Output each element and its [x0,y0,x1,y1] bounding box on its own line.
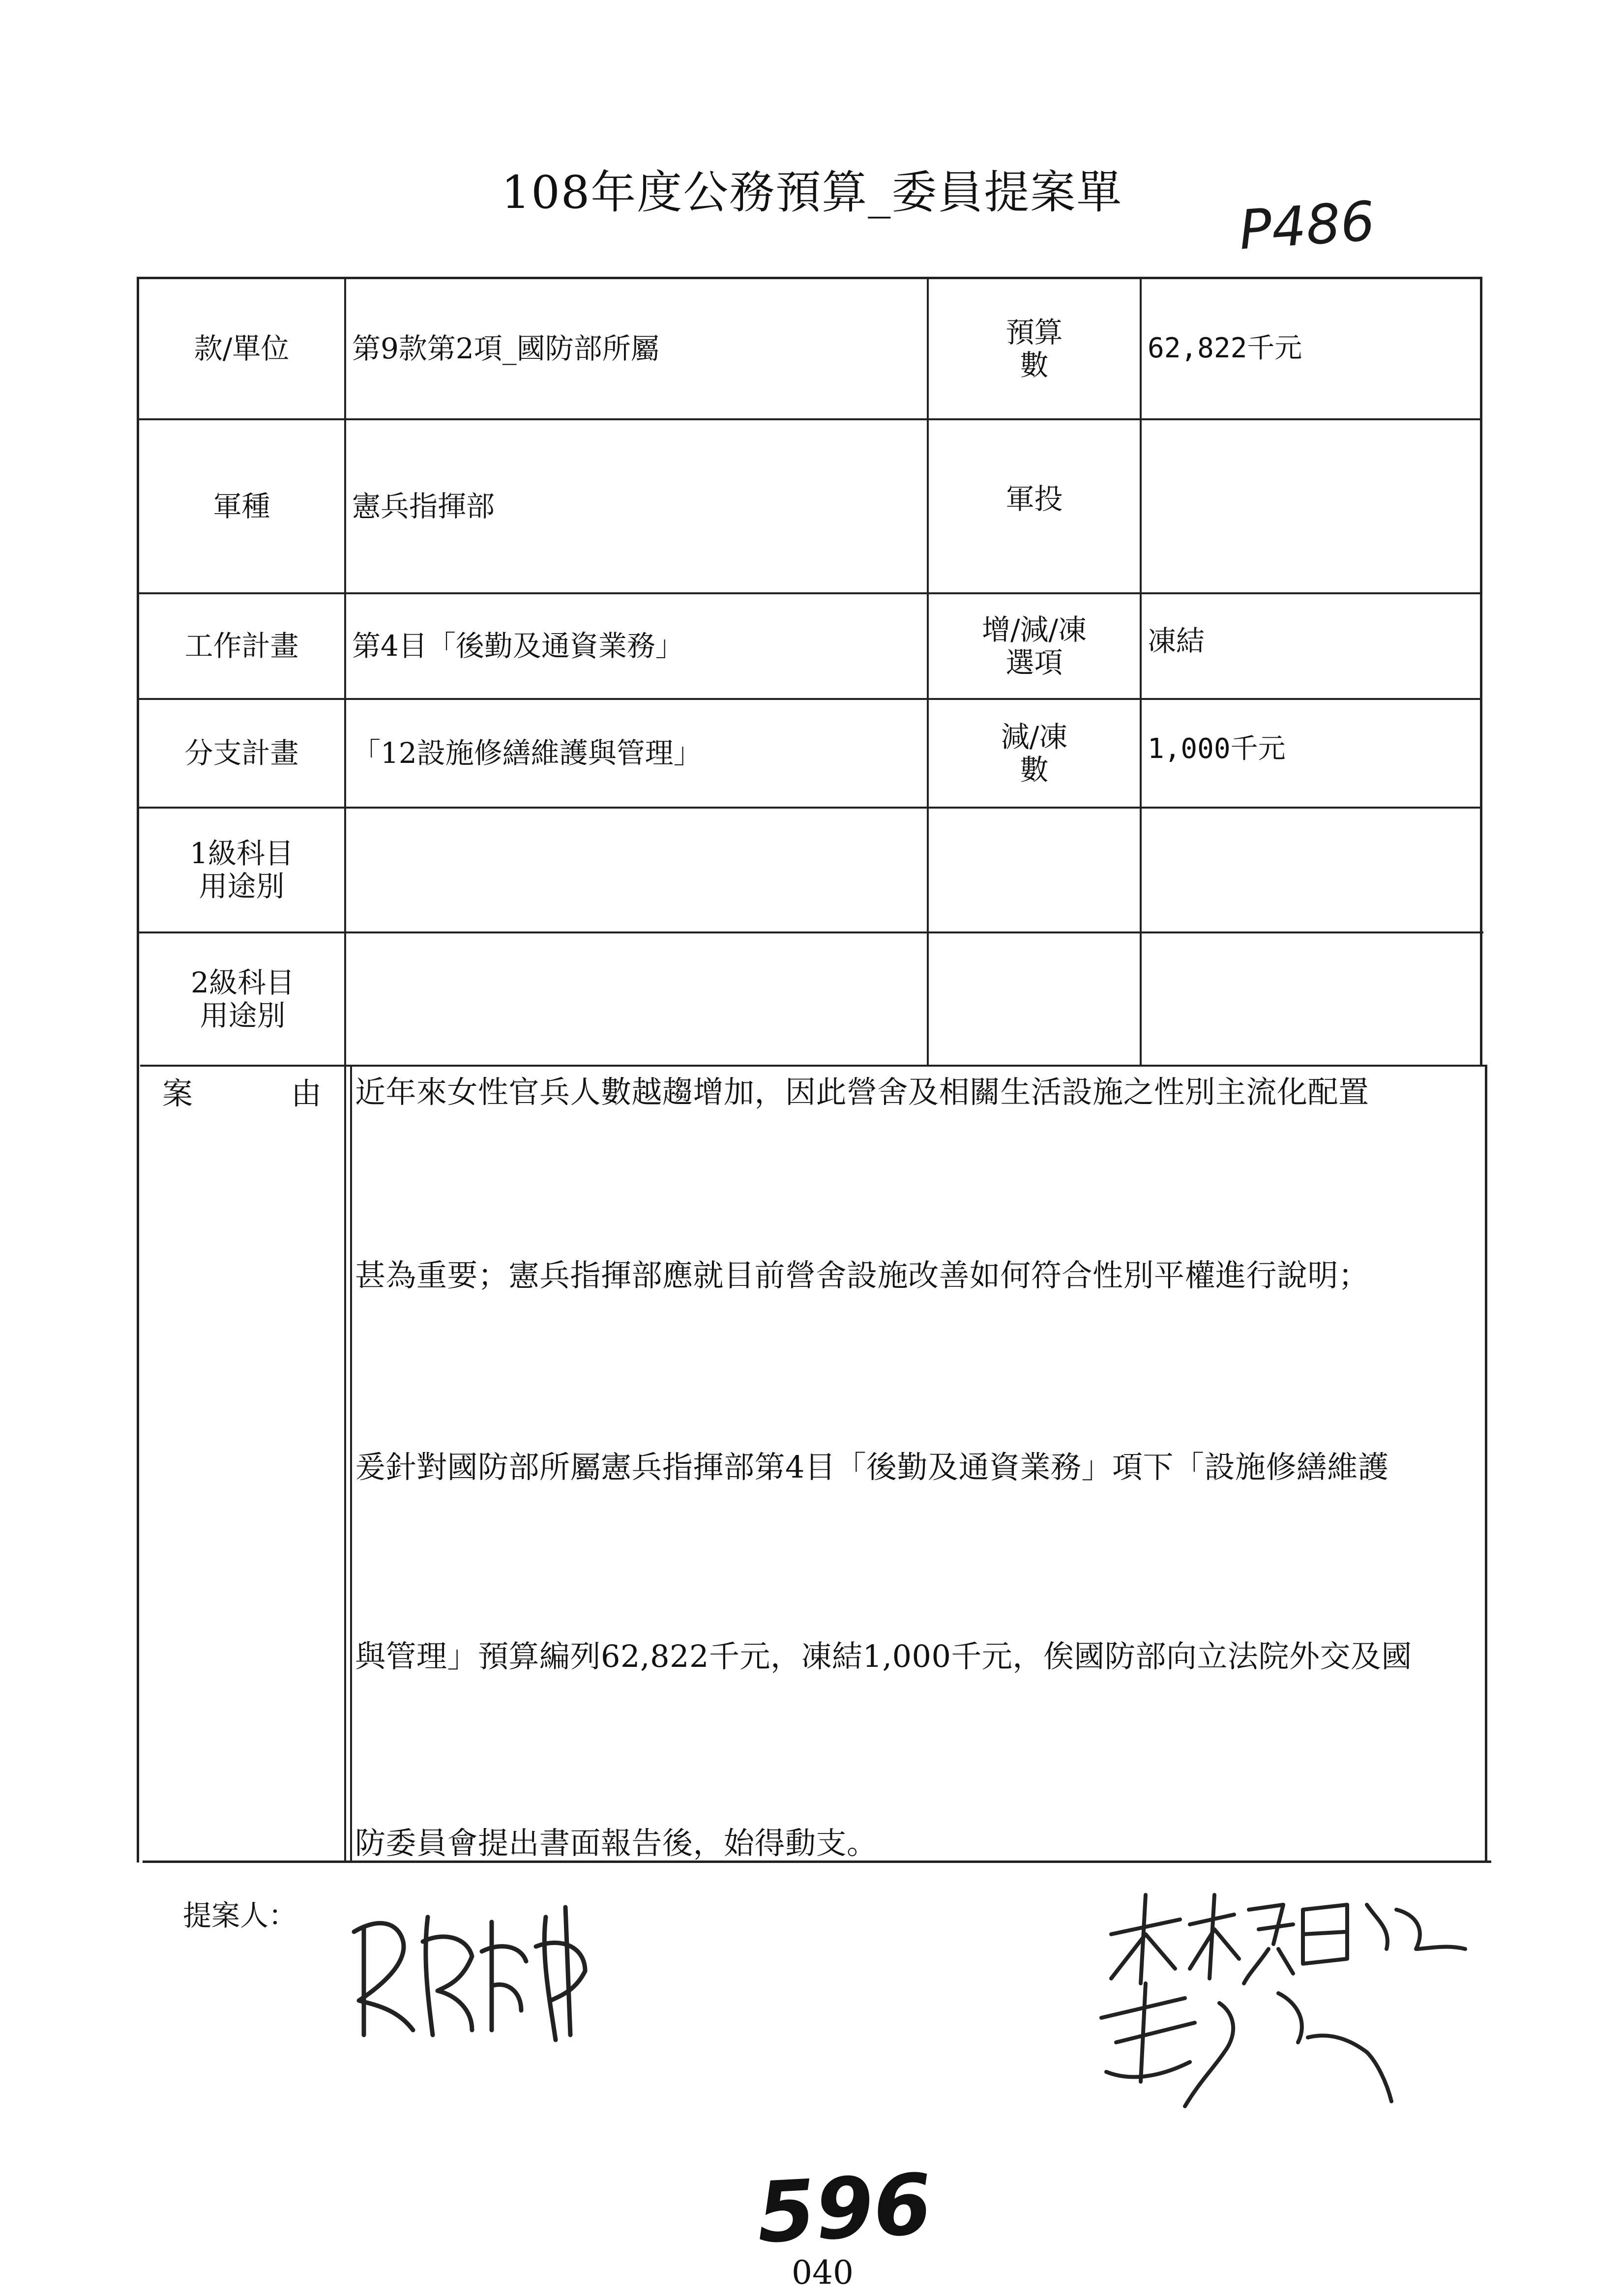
row-label: 分支計畫 [184,736,299,770]
case-text-line: 防委員會提出書面報告後，始得動支。 [355,1825,878,1861]
label-line: 數 [1020,753,1049,786]
budget-amount-value: 62,822千元 [1148,332,1302,365]
budget-amount-label [929,279,1140,418]
table-rule [140,1065,1485,1067]
row-label [139,809,344,931]
table-border-right [1485,1065,1487,1863]
signature-right [1072,1875,1514,2131]
signature-left [344,1888,620,2050]
proposer-label: 提案人： [183,1899,297,1932]
table-border-right [1480,277,1482,1067]
case-text-line: 與管理」預算編列62,822千元，凍結1,000千元，俟國防部向立法院外交及國 [355,1638,1412,1674]
row-label: 軍種 [213,489,270,523]
handwritten-stamp-number: 596 [755,2155,934,2263]
row-value: 憲兵指揮部 [352,489,495,523]
row-value: 第4目「後勤及通資業務」 [352,629,684,663]
option-label [929,594,1140,698]
case-text-line: 爰針對國防部所屬憲兵指揮部第4目「後勤及通資業務」項下「設施修繕維護 [355,1449,1389,1485]
label-line: 1級科目 [190,837,294,871]
case-text-line: 近年來女性官兵人數越趨增加，因此營舍及相關生活設施之性別主流化配置 [355,1074,1369,1110]
row-label [140,933,345,1065]
page-number: 040 [792,2254,854,2292]
military-investment-label: 軍投 [1005,482,1063,516]
label-line: 用途別 [200,998,286,1032]
option-value: 凍結 [1148,624,1205,658]
label-line: 選項 [1005,645,1063,679]
label-line: 減/凍 [1001,720,1068,754]
label-line: 數 [1020,348,1049,382]
reduce-freeze-amount-label [929,700,1140,807]
reduce-freeze-amount-value: 1,000千元 [1148,732,1286,765]
handwritten-page-ref: P486 [1237,189,1377,262]
military-investment-value [1142,420,1480,592]
case-reason-label: 案由 [162,1075,420,1111]
table-column-rule [350,1065,352,1863]
case-text-line: 甚為重要；憲兵指揮部應就目前營舍設施改善如何符合性別平權進行說明； [355,1257,1369,1293]
row-label: 工作計畫 [184,629,299,663]
label-line: 用途別 [199,870,285,903]
label-line: 增/減/凍 [981,612,1087,646]
row-value: 「12設施修繕維護與管理」 [352,736,702,770]
label-line: 預算 [1005,315,1063,349]
document-title: 108年度公務預算_委員提案單 [501,166,1123,219]
row-label: 款/單位 [194,332,290,366]
label-line: 2級科目 [191,965,295,999]
row-value: 第9款第2項_國防部所屬 [352,332,659,366]
